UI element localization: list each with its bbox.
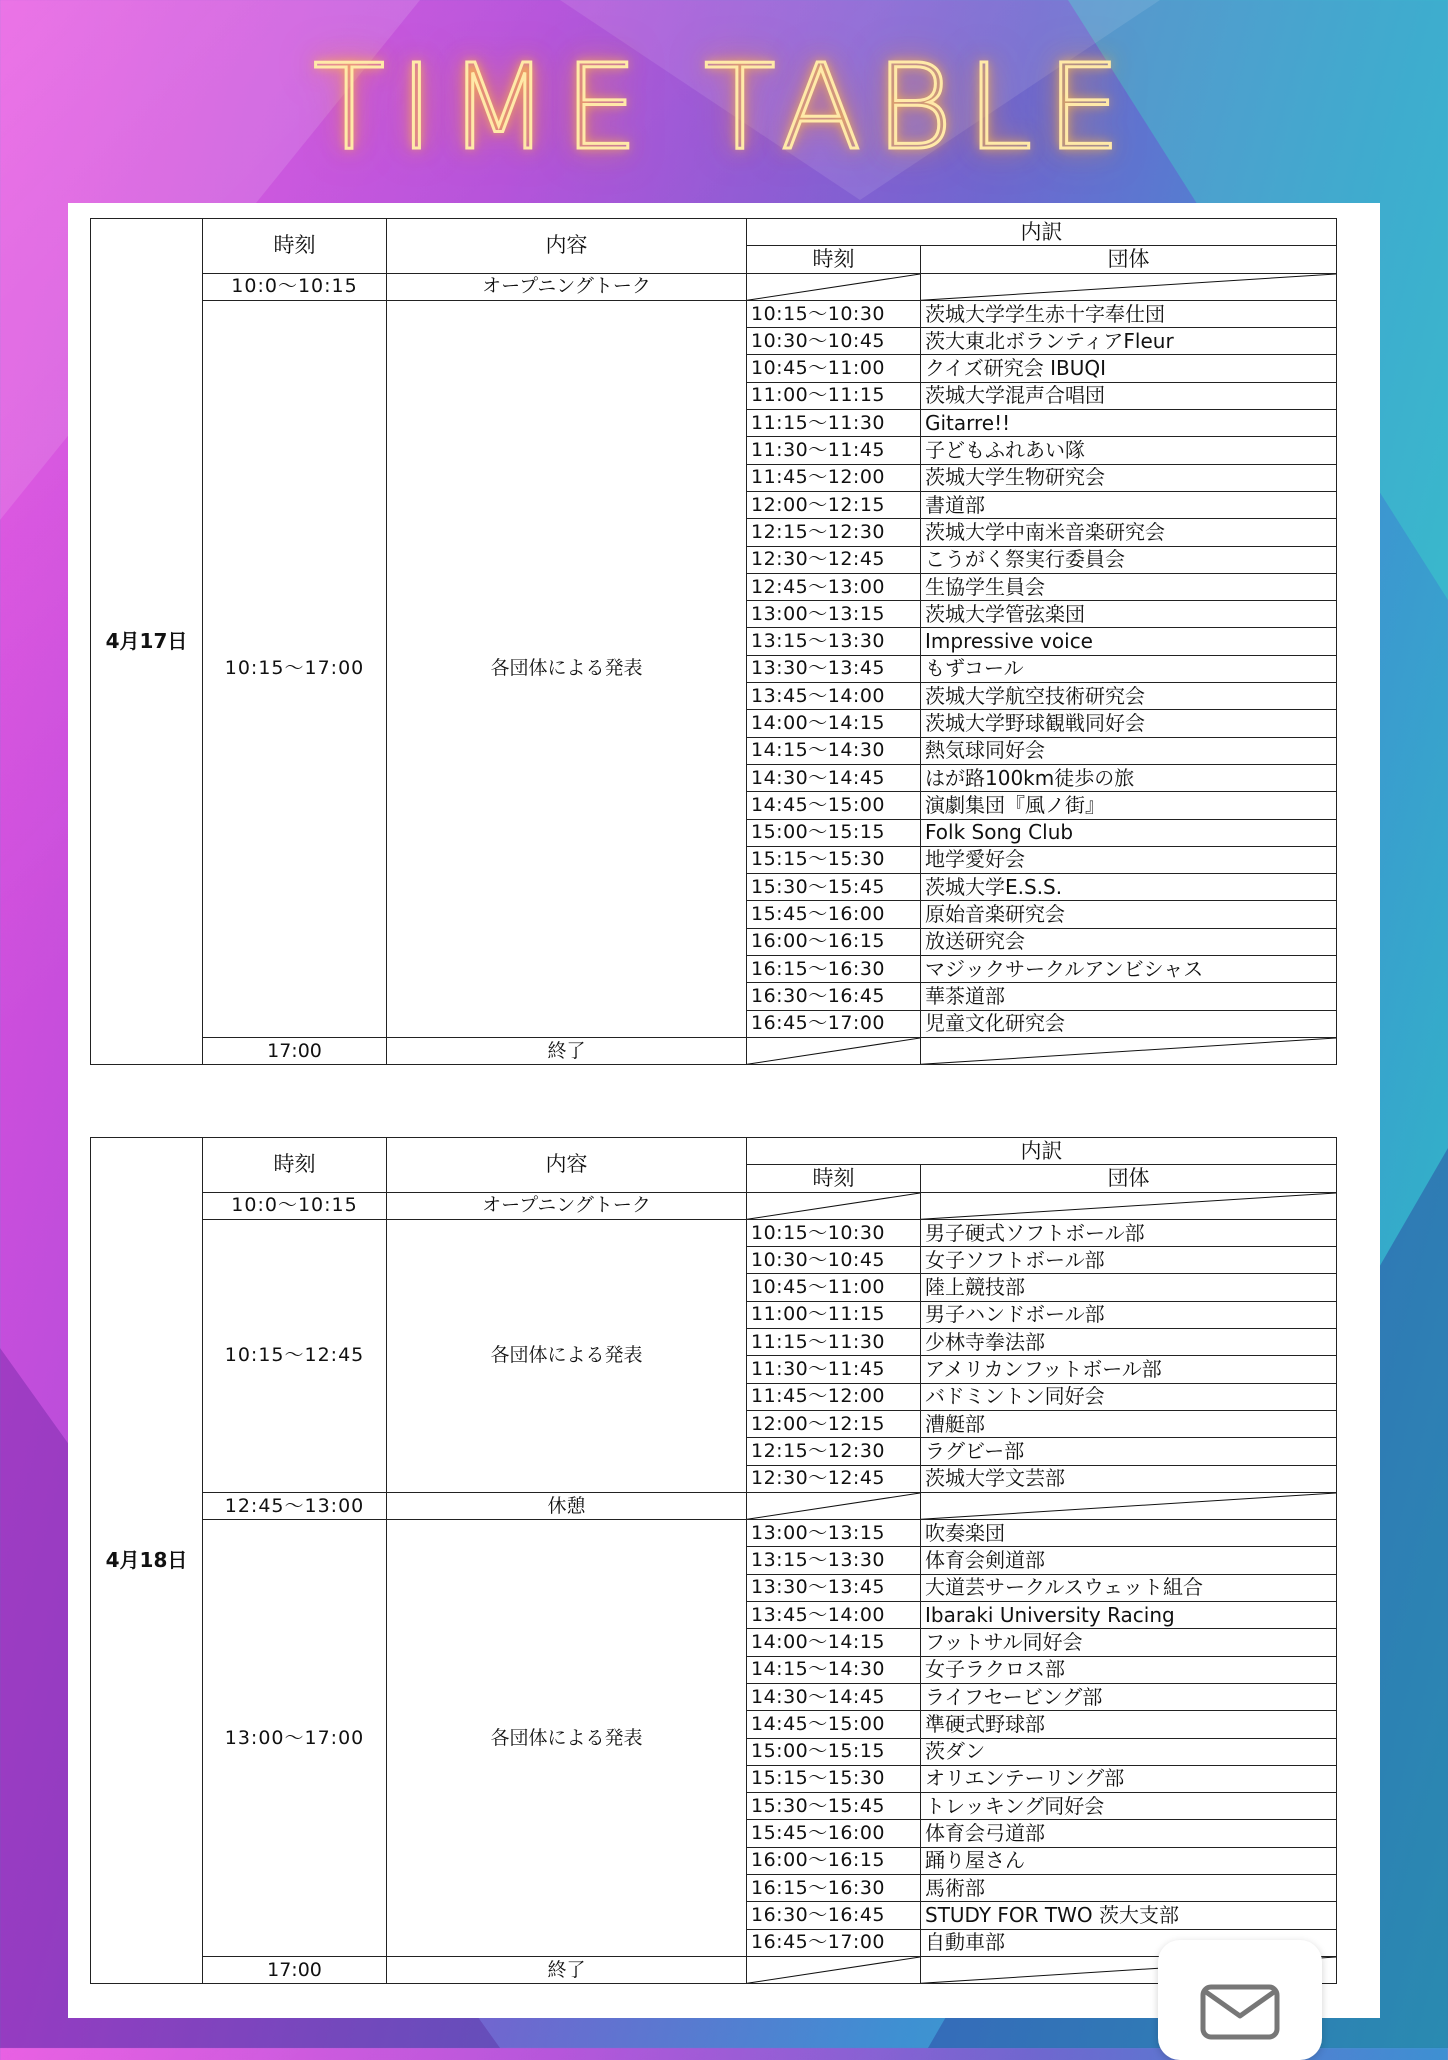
empty-diagonal-cell xyxy=(921,1192,1337,1219)
group-name: Impressive voice xyxy=(921,628,1337,655)
slot-time: 15:15〜15:30 xyxy=(747,846,921,873)
subheader-group: 団体 xyxy=(921,246,1337,273)
opening-row xyxy=(91,273,1337,300)
group-name: こうがく祭実行委員会 xyxy=(921,546,1337,573)
date-cell: 4月17日 xyxy=(91,219,203,1065)
block-time: 13:00〜17:00 xyxy=(203,1520,387,1957)
slot-time: 11:45〜12:00 xyxy=(747,464,921,491)
table-row xyxy=(91,1520,1337,1547)
group-name: 準硬式野球部 xyxy=(921,1711,1337,1738)
slot-time: 16:30〜16:45 xyxy=(747,1902,921,1929)
group-name: 男子ハンドボール部 xyxy=(921,1301,1337,1328)
slot-time: 10:30〜10:45 xyxy=(747,1247,921,1274)
slot-time: 12:45〜13:00 xyxy=(747,573,921,600)
slot-time: 11:30〜11:45 xyxy=(747,1356,921,1383)
group-name: 書道部 xyxy=(921,491,1337,518)
group-name: 茨城大学中南米音楽研究会 xyxy=(921,519,1337,546)
slot-time: 15:30〜15:45 xyxy=(747,874,921,901)
header-content: 内容 xyxy=(387,1138,747,1193)
table-header-row xyxy=(91,1138,1337,1165)
slot-time: 14:00〜14:15 xyxy=(747,710,921,737)
group-name: 放送研究会 xyxy=(921,928,1337,955)
slot-time: 10:15〜10:30 xyxy=(747,1219,921,1246)
header-breakdown: 内訳 xyxy=(747,1138,1337,1165)
table-row xyxy=(91,300,1337,327)
slot-time: 14:15〜14:30 xyxy=(747,737,921,764)
group-name: 茨城大学学生赤十字奉仕団 xyxy=(921,300,1337,327)
group-name: ライフセービング部 xyxy=(921,1683,1337,1710)
slot-time: 12:15〜12:30 xyxy=(747,1438,921,1465)
schedule-table-day1 xyxy=(90,218,1337,1065)
end-row xyxy=(91,1956,1337,1983)
group-name: 生協学生員会 xyxy=(921,573,1337,600)
group-name: 少林寺拳法部 xyxy=(921,1329,1337,1356)
group-name: 茨大東北ボランティアFleur xyxy=(921,328,1337,355)
opening-label: オープニングトーク xyxy=(387,1192,747,1219)
slot-time: 16:15〜16:30 xyxy=(747,956,921,983)
empty-diagonal-cell xyxy=(747,1956,921,1983)
slot-time: 15:00〜15:15 xyxy=(747,1738,921,1765)
group-name: Folk Song Club xyxy=(921,819,1337,846)
group-name: 男子硬式ソフトボール部 xyxy=(921,1219,1337,1246)
subheader-time: 時刻 xyxy=(747,246,921,273)
group-name: もずコール xyxy=(921,655,1337,682)
slot-time: 15:30〜15:45 xyxy=(747,1793,921,1820)
envelope-icon xyxy=(1200,1984,1280,2040)
slot-time: 16:30〜16:45 xyxy=(747,983,921,1010)
end-label: 終了 xyxy=(387,1956,747,1983)
group-name: 熱気球同好会 xyxy=(921,737,1337,764)
page-title: TIME TABLE xyxy=(313,38,1135,176)
group-name: 大道芸サークルスウェット組合 xyxy=(921,1574,1337,1601)
subheader-time: 時刻 xyxy=(747,1165,921,1192)
group-name: はが路100km徒歩の旅 xyxy=(921,764,1337,791)
opening-time: 10:0〜10:15 xyxy=(203,273,387,300)
slot-time: 10:30〜10:45 xyxy=(747,328,921,355)
slot-time: 11:00〜11:15 xyxy=(747,382,921,409)
group-name: 茨城大学E.S.S. xyxy=(921,874,1337,901)
slot-time: 11:15〜11:30 xyxy=(747,410,921,437)
slot-time: 13:30〜13:45 xyxy=(747,1574,921,1601)
group-name: 踊り屋さん xyxy=(921,1847,1337,1874)
opening-row xyxy=(91,1192,1337,1219)
group-name: 体育会弓道部 xyxy=(921,1820,1337,1847)
schedule-table-day2 xyxy=(90,1137,1337,1984)
group-name: 茨城大学航空技術研究会 xyxy=(921,683,1337,710)
header-time: 時刻 xyxy=(203,1138,387,1193)
slot-time: 16:00〜16:15 xyxy=(747,1847,921,1874)
group-name: 茨ダン xyxy=(921,1738,1337,1765)
opening-time: 10:0〜10:15 xyxy=(203,1192,387,1219)
slot-time: 15:15〜15:30 xyxy=(747,1765,921,1792)
empty-diagonal-cell xyxy=(747,1192,921,1219)
group-name: 漕艇部 xyxy=(921,1410,1337,1437)
group-name: STUDY FOR TWO 茨大支部 xyxy=(921,1902,1337,1929)
group-name: オリエンテーリング部 xyxy=(921,1765,1337,1792)
mail-button[interactable] xyxy=(1158,1940,1322,2060)
group-name: 華茶道部 xyxy=(921,983,1337,1010)
group-name: 茨城大学混声合唱団 xyxy=(921,382,1337,409)
break-time: 12:45〜13:00 xyxy=(203,1492,387,1519)
end-time: 17:00 xyxy=(203,1956,387,1983)
group-name: 自動車部 xyxy=(921,1929,1337,1956)
slot-time: 11:30〜11:45 xyxy=(747,437,921,464)
group-name: 子どもふれあい隊 xyxy=(921,437,1337,464)
slot-time: 16:15〜16:30 xyxy=(747,1875,921,1902)
block-time: 10:15〜17:00 xyxy=(203,300,387,1037)
slot-time: 16:45〜17:00 xyxy=(747,1929,921,1956)
empty-diagonal-cell xyxy=(921,1492,1337,1519)
end-time: 17:00 xyxy=(203,1037,387,1064)
header-content: 内容 xyxy=(387,219,747,274)
group-name: トレッキング同好会 xyxy=(921,1793,1337,1820)
block-time: 10:15〜12:45 xyxy=(203,1219,387,1492)
slot-time: 12:00〜12:15 xyxy=(747,491,921,518)
slot-time: 10:45〜11:00 xyxy=(747,355,921,382)
group-name: 茨城大学野球観戦同好会 xyxy=(921,710,1337,737)
slot-time: 13:15〜13:30 xyxy=(747,1547,921,1574)
slot-time: 15:45〜16:00 xyxy=(747,901,921,928)
block-label: 各団体による発表 xyxy=(387,1520,747,1957)
opening-label: オープニングトーク xyxy=(387,273,747,300)
slot-time: 15:00〜15:15 xyxy=(747,819,921,846)
group-name: 女子ラクロス部 xyxy=(921,1656,1337,1683)
slot-time: 13:00〜13:15 xyxy=(747,601,921,628)
slot-time: 12:30〜12:45 xyxy=(747,1465,921,1492)
slot-time: 12:15〜12:30 xyxy=(747,519,921,546)
subheader-group: 団体 xyxy=(921,1165,1337,1192)
group-name: 吹奏楽団 xyxy=(921,1520,1337,1547)
slot-time: 13:00〜13:15 xyxy=(747,1520,921,1547)
empty-diagonal-cell xyxy=(747,1492,921,1519)
group-name: Ibaraki University Racing xyxy=(921,1602,1337,1629)
group-name: バドミントン同好会 xyxy=(921,1383,1337,1410)
slot-time: 14:00〜14:15 xyxy=(747,1629,921,1656)
group-name: アメリカンフットボール部 xyxy=(921,1356,1337,1383)
end-row xyxy=(91,1037,1337,1064)
slot-time: 13:15〜13:30 xyxy=(747,628,921,655)
group-name: 演劇集団『風ノ街』 xyxy=(921,792,1337,819)
group-name: クイズ研究会 IBUQI xyxy=(921,355,1337,382)
header-time: 時刻 xyxy=(203,219,387,274)
end-label: 終了 xyxy=(387,1037,747,1064)
slot-time: 13:45〜14:00 xyxy=(747,683,921,710)
date-cell: 4月18日 xyxy=(91,1138,203,1984)
group-name: 茨城大学生物研究会 xyxy=(921,464,1337,491)
slot-time: 13:45〜14:00 xyxy=(747,1602,921,1629)
empty-diagonal-cell xyxy=(921,1037,1337,1064)
slot-time: 10:15〜10:30 xyxy=(747,300,921,327)
block-label: 各団体による発表 xyxy=(387,1219,747,1492)
group-name: 地学愛好会 xyxy=(921,846,1337,873)
group-name: Gitarre!! xyxy=(921,410,1337,437)
slot-time: 14:45〜15:00 xyxy=(747,1711,921,1738)
block-label: 各団体による発表 xyxy=(387,300,747,1037)
group-name: ラグビー部 xyxy=(921,1438,1337,1465)
table-header-row xyxy=(91,219,1337,246)
group-name: 児童文化研究会 xyxy=(921,1010,1337,1037)
slot-time: 11:15〜11:30 xyxy=(747,1329,921,1356)
slot-time: 12:30〜12:45 xyxy=(747,546,921,573)
slot-time: 16:45〜17:00 xyxy=(747,1010,921,1037)
slot-time: 13:30〜13:45 xyxy=(747,655,921,682)
group-name: フットサル同好会 xyxy=(921,1629,1337,1656)
slot-time: 11:00〜11:15 xyxy=(747,1301,921,1328)
slot-time: 14:30〜14:45 xyxy=(747,1683,921,1710)
slot-time: 11:45〜12:00 xyxy=(747,1383,921,1410)
group-name: 体育会剣道部 xyxy=(921,1547,1337,1574)
empty-diagonal-cell xyxy=(921,273,1337,300)
empty-diagonal-cell xyxy=(747,1037,921,1064)
slot-time: 14:15〜14:30 xyxy=(747,1656,921,1683)
slot-time: 15:45〜16:00 xyxy=(747,1820,921,1847)
group-name: 馬術部 xyxy=(921,1875,1337,1902)
break-row xyxy=(91,1492,1337,1519)
header-breakdown: 内訳 xyxy=(747,219,1337,246)
slot-time: 14:30〜14:45 xyxy=(747,764,921,791)
group-name: 原始音楽研究会 xyxy=(921,901,1337,928)
group-name: 茨城大学管弦楽団 xyxy=(921,601,1337,628)
group-name: マジックサークルアンビシャス xyxy=(921,956,1337,983)
table-row xyxy=(91,1219,1337,1246)
group-name: 陸上競技部 xyxy=(921,1274,1337,1301)
slot-time: 16:00〜16:15 xyxy=(747,928,921,955)
slot-time: 12:00〜12:15 xyxy=(747,1410,921,1437)
slot-time: 14:45〜15:00 xyxy=(747,792,921,819)
break-label: 休憩 xyxy=(387,1492,747,1519)
group-name: 女子ソフトボール部 xyxy=(921,1247,1337,1274)
group-name: 茨城大学文芸部 xyxy=(921,1465,1337,1492)
slot-time: 10:45〜11:00 xyxy=(747,1274,921,1301)
empty-diagonal-cell xyxy=(747,273,921,300)
